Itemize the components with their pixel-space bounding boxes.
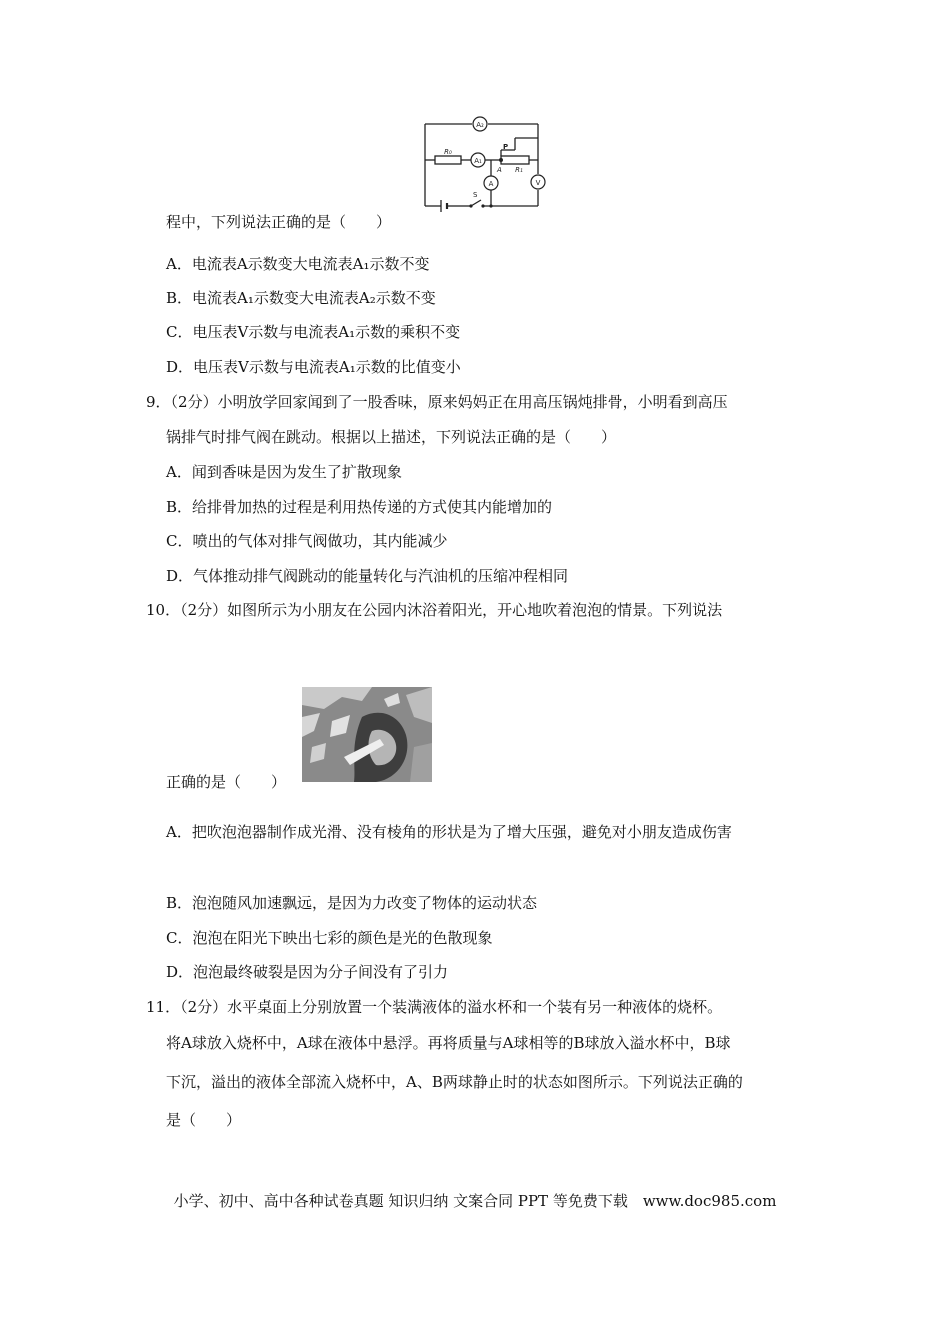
q9-stem-line2: 锅排气时排气阀在跳动。根据以上描述，下列说法正确的是（ ） (166, 428, 617, 446)
q11-stem-line3: 下沉，溢出的液体全部流入烧杯中，A、B两球静止时的状态如图所示。下列说法正确的 (166, 1073, 743, 1091)
q8-option-b: B．电流表A₁示数变大电流表A₂示数不变 (166, 289, 436, 307)
circuit-diagram (415, 112, 550, 212)
q8-option-d: D．电压表V示数与电流表A₁示数的比值变小 (166, 358, 461, 376)
q11-stem-line4: 是（ ） (166, 1111, 242, 1129)
bubble-photo (302, 687, 432, 782)
q9-option-a: A．闻到香味是因为发生了扩散现象 (166, 463, 402, 481)
q9-option-b: B．给排骨加热的过程是利用热传递的方式使其内能增加的 (166, 498, 553, 516)
q8-option-c: C．电压表V示数与电流表A₁示数的乘积不变 (166, 323, 461, 341)
voltmeter-v-label: V (535, 179, 541, 187)
q9-stem-line1: 9．（2分）小明放学回家闻到了一股香味，原来妈妈正在用高压锅炖排骨，小明看到高压 (146, 393, 728, 411)
q11-stem-line2: 将A球放入烧杯中，A球在液体中悬浮。再将质量与A球相等的B球放入溢水杯中，B球 (166, 1034, 731, 1052)
ammeter-a1-label: A₁ (474, 157, 482, 165)
resistor-r1-label: R₁ (515, 166, 523, 174)
q9-option-c: C．喷出的气体对排气阀做功，其内能减少 (166, 532, 448, 550)
q8-stem-tail: 程中，下列说法正确的是（ ） (166, 213, 392, 231)
q10-option-c: C．泡泡在阳光下映出七彩的颜色是光的色散现象 (166, 929, 493, 947)
q10-option-a: A．把吹泡泡器制作成光滑、没有棱角的形状是为了增大压强，避免对小朋友造成伤害 (166, 823, 732, 841)
switch-s-label: S (473, 191, 478, 199)
page-footer: 小学、初中、高中各种试卷真题 知识归纳 文案合同 PPT 等免费下载 www.doc985.com (173, 1192, 777, 1210)
q9-option-d: D．气体推动排气阀跳动的能量转化与汽油机的压缩冲程相同 (166, 567, 569, 585)
q10-option-b: B．泡泡随风加速飘远，是因为力改变了物体的运动状态 (166, 894, 538, 912)
q8-option-a: A．电流表A示数变大电流表A₁示数不变 (166, 255, 430, 273)
slider-p-label: P (503, 143, 509, 151)
ammeter-a-label: A (488, 180, 494, 188)
q11-stem-line1: 11．（2分）水平桌面上分别放置一个装满液体的溢水杯和一个装有另一种液体的烧杯。 (146, 998, 723, 1016)
q10-stem-line2: 正确的是（ ） (166, 773, 287, 791)
point-a-label: A (497, 166, 502, 174)
ammeter-a2-label: A₂ (476, 121, 484, 129)
q10-stem-line1: 10．（2分）如图所示为小朋友在公园内沐浴着阳光，开心地吹着泡泡的情景。下列说法 (146, 601, 723, 619)
q10-option-d: D．泡泡最终破裂是因为分子间没有了引力 (166, 963, 449, 981)
resistor-r0-label: R₀ (444, 148, 452, 156)
